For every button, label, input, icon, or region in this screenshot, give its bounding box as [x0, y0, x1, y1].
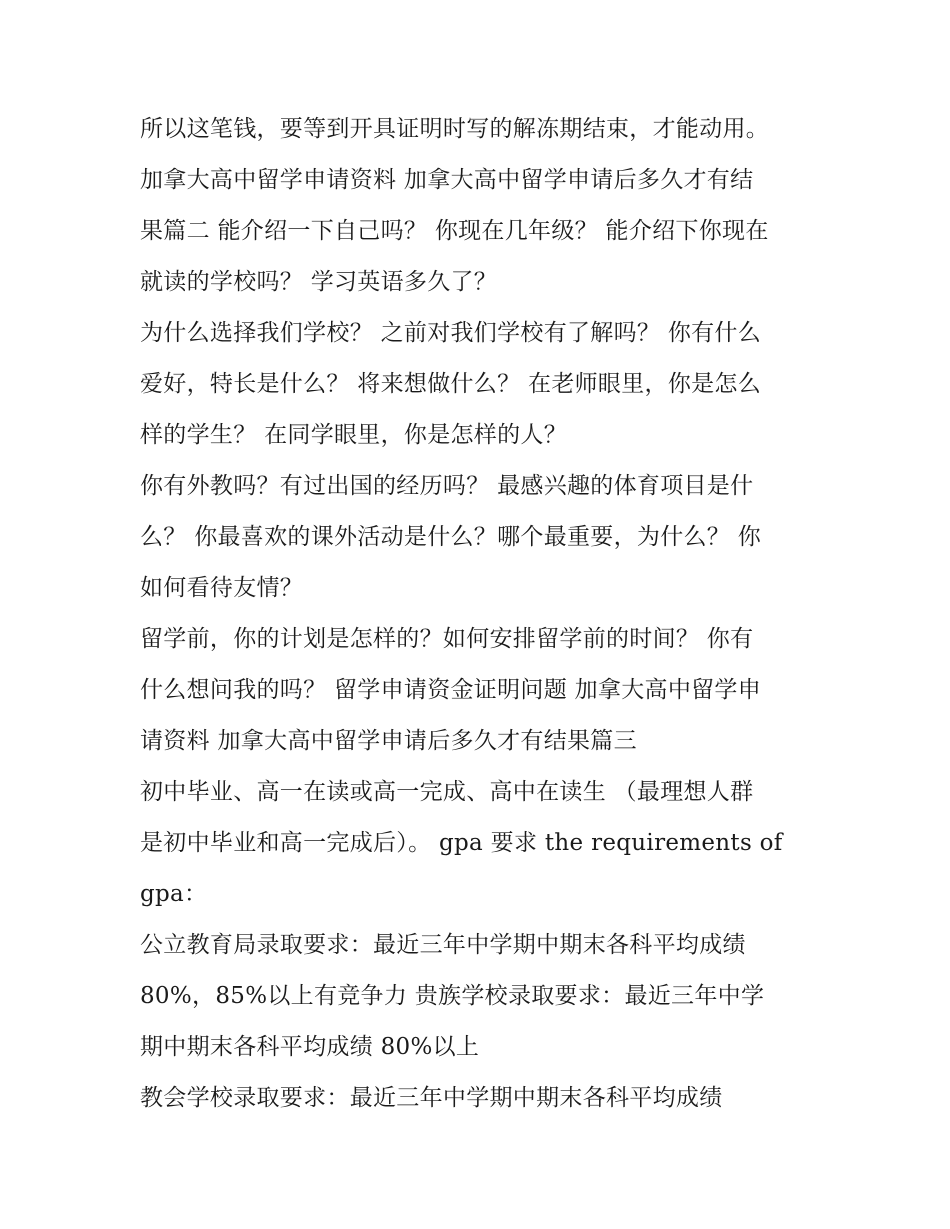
- text-line: 80%，85%以上有竞争力 贵族学校录取要求：最近三年中学: [140, 983, 765, 1009]
- text-line: 所以这笔钱，要等到开具证明时写的解冻期结束，才能动用。: [140, 116, 770, 142]
- text-line: 初中毕业、高一在读或高一完成、高中在读生 （最理想人群: [140, 779, 754, 805]
- text-line: 你有外教吗？有过出国的经历吗？ 最感兴趣的体育项目是什: [140, 473, 754, 499]
- text-line: gpa：: [140, 881, 208, 907]
- text-line: 如何看待友情？: [140, 575, 304, 601]
- text-line: 留学前，你的计划是怎样的？如何安排留学前的时间？ 你有: [140, 626, 754, 652]
- text-line: 就读的学校吗？ 学习英语多久了？: [140, 269, 498, 295]
- paragraph-activities-questions: [140, 461, 820, 614]
- document-body: [140, 104, 820, 1124]
- text-line: 是初中毕业和高一完成后）。 gpa 要求 the requirements of: [140, 830, 783, 856]
- paragraph-church-school-requirements: [140, 1073, 820, 1124]
- text-line: 果篇二 能介绍一下自己吗？ 你现在几年级？ 能介绍下你现在: [140, 218, 769, 244]
- text-line: 教会学校录取要求：最近三年中学期中期末各科平均成绩: [140, 1085, 723, 1111]
- paragraph-plans-questions: [140, 614, 820, 767]
- text-line: 请资料 加拿大高中留学申请后多久才有结果篇三: [140, 728, 637, 754]
- text-line: 么？ 你最喜欢的课外活动是什么？哪个最重要，为什么？ 你: [140, 524, 762, 550]
- text-line: 期中期末各科平均成绩 80%以上: [140, 1034, 480, 1060]
- text-line: 公立教育局录取要求：最近三年中学期中期末各科平均成绩: [140, 932, 746, 958]
- paragraph-fund-freeze-and-interview-intro: [140, 104, 820, 308]
- text-line: 加拿大高中留学申请资料 加拿大高中留学申请后多久才有结: [140, 167, 754, 193]
- text-line: 爱好，特长是什么？ 将来想做什么？ 在老师眼里，你是怎么: [140, 371, 762, 397]
- paragraph-target-students-gpa: [140, 767, 820, 920]
- text-line: 样的学生？ 在同学眼里，你是怎样的人？: [140, 422, 568, 448]
- paragraph-public-and-private-requirements: [140, 920, 820, 1073]
- text-line: 什么想问我的吗？ 留学申请资金证明问题 加拿大高中留学申: [140, 677, 762, 703]
- text-line: 为什么选择我们学校？ 之前对我们学校有了解吗？ 你有什么: [140, 320, 762, 346]
- paragraph-school-choice-questions: [140, 308, 820, 461]
